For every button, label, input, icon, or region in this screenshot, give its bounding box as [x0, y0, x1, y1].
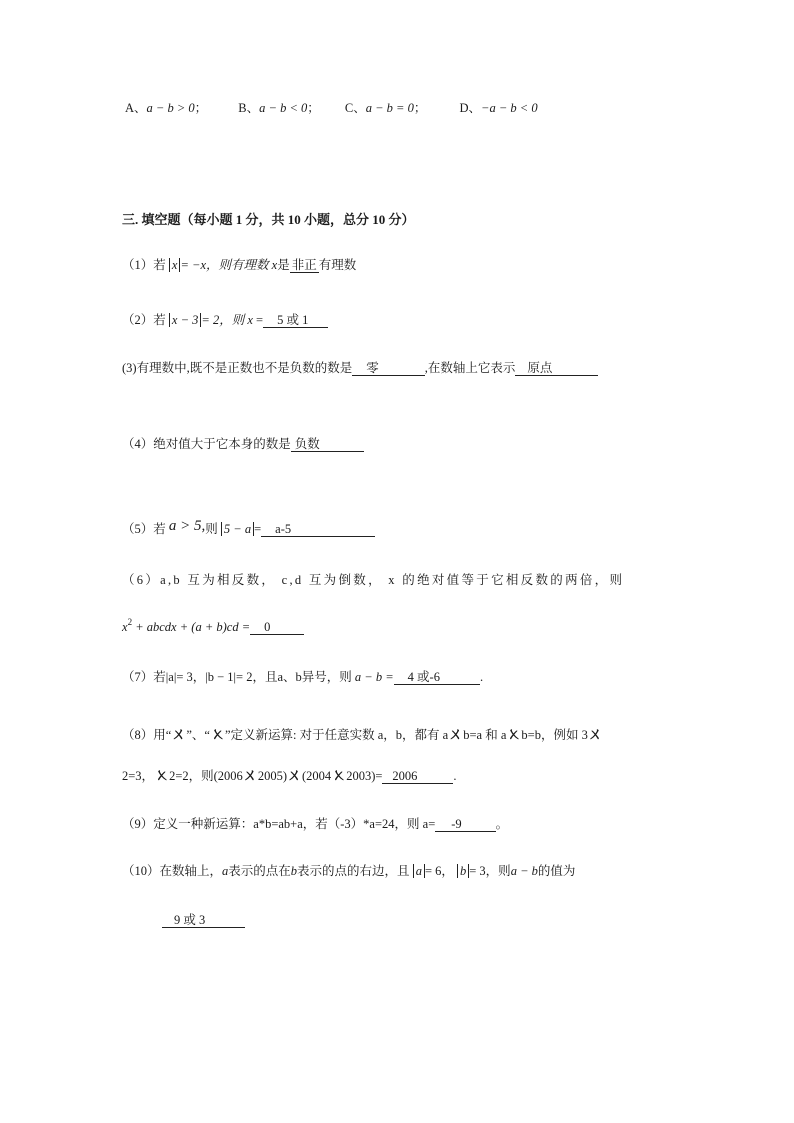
q2-prefix: 若: [153, 313, 166, 327]
q2-post: =: [252, 313, 264, 327]
q5-prefix: 若: [153, 522, 166, 536]
choice-c-label: C、: [344, 101, 366, 115]
q10-text2: 表示的点在: [228, 864, 291, 878]
op-left-icon: ㄨ: [286, 766, 302, 784]
question-8-line1: [122, 726, 603, 743]
question-2: [122, 312, 328, 328]
q3-text1: 有理数中,既不是正数也不是负数的数是: [136, 361, 353, 375]
q5-post: =: [254, 522, 262, 536]
q10-abs-b: b: [457, 864, 469, 878]
q10-eq2: = 3，则: [469, 864, 511, 878]
q6-exponent: 2: [127, 617, 133, 627]
q1-post: 是: [277, 258, 290, 272]
choice-b-expr: a − b < 0: [259, 101, 308, 115]
q6-text1: a,b 互为相反数， c,d 互为倒数， x 的绝对值等于它相反数的两倍，则: [160, 573, 625, 587]
q3-answer2-blank: 原点: [515, 361, 598, 376]
choice-d-expr: −a − b < 0: [481, 101, 538, 115]
question-10-answer-line: [162, 912, 245, 928]
op-left-icon: ㄨ: [587, 725, 603, 743]
choice-c-sep: ；: [413, 101, 427, 115]
q8-text3: ”定义新运算: 对于任意实数 a，b，都有 a: [224, 728, 449, 742]
q2-abs-expr: x − 3: [169, 313, 201, 327]
q8-number: （8）: [122, 728, 154, 742]
q8-text6: 2=3，: [122, 769, 155, 783]
q9-text: 定义一种新运算：a*b=ab+a，若（-3）*a=24，则 a=: [153, 817, 436, 831]
q5-number: （5）: [122, 522, 154, 536]
q2-answer-blank: 5 或 1: [263, 313, 328, 328]
q5-condition: a > 5,: [168, 518, 206, 534]
question-9: [122, 816, 508, 832]
q4-number: （4）: [122, 437, 154, 451]
q8-tail: .: [453, 769, 457, 783]
q6-expr-rest: + abcdx + (a + b)cd =: [132, 620, 251, 634]
q7-answer-blank: 4 或-6: [394, 670, 480, 685]
q9-answer-blank: -9: [435, 817, 495, 832]
q6-expr: x: [122, 620, 128, 634]
op-right-icon: ㄨ: [209, 725, 225, 743]
q7-tail: .: [479, 670, 484, 684]
q10-text1: 在数轴上，: [159, 864, 223, 878]
choice-b-label: B、: [238, 101, 260, 115]
q9-number: （9）: [122, 817, 154, 831]
question-6-line2: [122, 614, 304, 635]
q1-tail: 有理数: [318, 258, 357, 272]
q10-var-b: b: [290, 864, 298, 878]
op-left-icon: ㄨ: [242, 766, 258, 784]
q8-answer-blank: 2006: [382, 769, 453, 784]
q10-answer-blank: 9 或 3: [162, 913, 245, 928]
q10-eq1: = 6，: [424, 864, 454, 878]
choice-b-sep: ；: [307, 101, 320, 115]
q8-text9: (2004: [302, 769, 332, 783]
q7-expr: a − b =: [354, 670, 394, 684]
q8-text8: 2005): [257, 769, 287, 783]
choices-row: [125, 100, 538, 116]
question-6-line1: [122, 572, 624, 588]
question-1: [122, 257, 356, 273]
section-heading: 三. 填空题（每小题 1 分，共 10 小题，总分 10 分）: [122, 212, 415, 227]
question-7: [122, 669, 483, 685]
q8-text7: 2=2，则(2006: [169, 769, 243, 783]
q4-text: 绝对值大于它本身的数是: [153, 437, 291, 451]
question-3: [122, 360, 598, 376]
q1-answer-blank: 非正: [291, 258, 317, 272]
q6-answer-blank: 0: [250, 620, 304, 635]
q1-abs-expr: x: [169, 258, 181, 272]
q9-tail: 。: [495, 817, 509, 831]
q1-mid: = −x，则有理数: [180, 258, 269, 272]
question-5: [122, 518, 375, 537]
q8-text1: 用“: [153, 728, 172, 742]
choice-a-expr: a − b > 0: [146, 101, 195, 115]
q2-mid: = 2，则: [201, 313, 245, 327]
q7-number: （7）: [122, 670, 154, 684]
question-10: [122, 863, 575, 879]
q5-answer-blank: a-5: [261, 522, 375, 537]
q6-number: （6）: [122, 573, 161, 587]
q10-number: （10）: [122, 864, 160, 878]
q4-answer-blank: 负数: [291, 437, 364, 452]
choice-d-label: D、: [459, 101, 482, 115]
choice-a-sep: ；: [194, 101, 208, 115]
op-right-icon: ㄨ: [506, 725, 522, 743]
q8-text4: b=a 和 a: [463, 728, 507, 742]
q8-text2: ”、“: [186, 728, 210, 742]
q1-number: （1）: [122, 258, 154, 272]
q1-prefix: 若: [153, 258, 166, 272]
question-8-line2: [122, 767, 457, 784]
op-left-icon: ㄨ: [448, 725, 464, 743]
q5-mid: 则: [205, 522, 218, 536]
q3-answer1-blank: 零: [352, 361, 425, 376]
choice-c-expr: a − b = 0: [365, 101, 414, 115]
q8-text5: b=b，例如 3: [521, 728, 588, 742]
q8-text10: 2003)=: [346, 769, 383, 783]
q10-var-a: a: [222, 864, 229, 878]
op-left-icon: ㄨ: [171, 725, 187, 743]
choice-a-label: A、: [125, 101, 147, 115]
q10-text3: 表示的点的右边，且: [297, 864, 410, 878]
question-4: [122, 436, 364, 452]
q2-var: x: [247, 313, 253, 327]
q10-expr: a − b: [510, 864, 538, 878]
q5-abs-expr: 5 − a: [221, 522, 254, 536]
q10-abs-a: a: [413, 864, 425, 878]
q7-prefix: 若|a|= 3，|b − 1|= 2，且a、b异号，则: [153, 670, 352, 684]
q3-number: (3): [122, 361, 137, 375]
op-right-icon: ㄨ: [154, 766, 170, 784]
q2-number: （2）: [122, 313, 154, 327]
q10-text4: 的值为: [537, 864, 576, 878]
op-right-icon: ㄨ: [331, 766, 347, 784]
q3-text2: ,在数轴上它表示: [424, 361, 516, 375]
q1-var: x: [271, 258, 278, 272]
